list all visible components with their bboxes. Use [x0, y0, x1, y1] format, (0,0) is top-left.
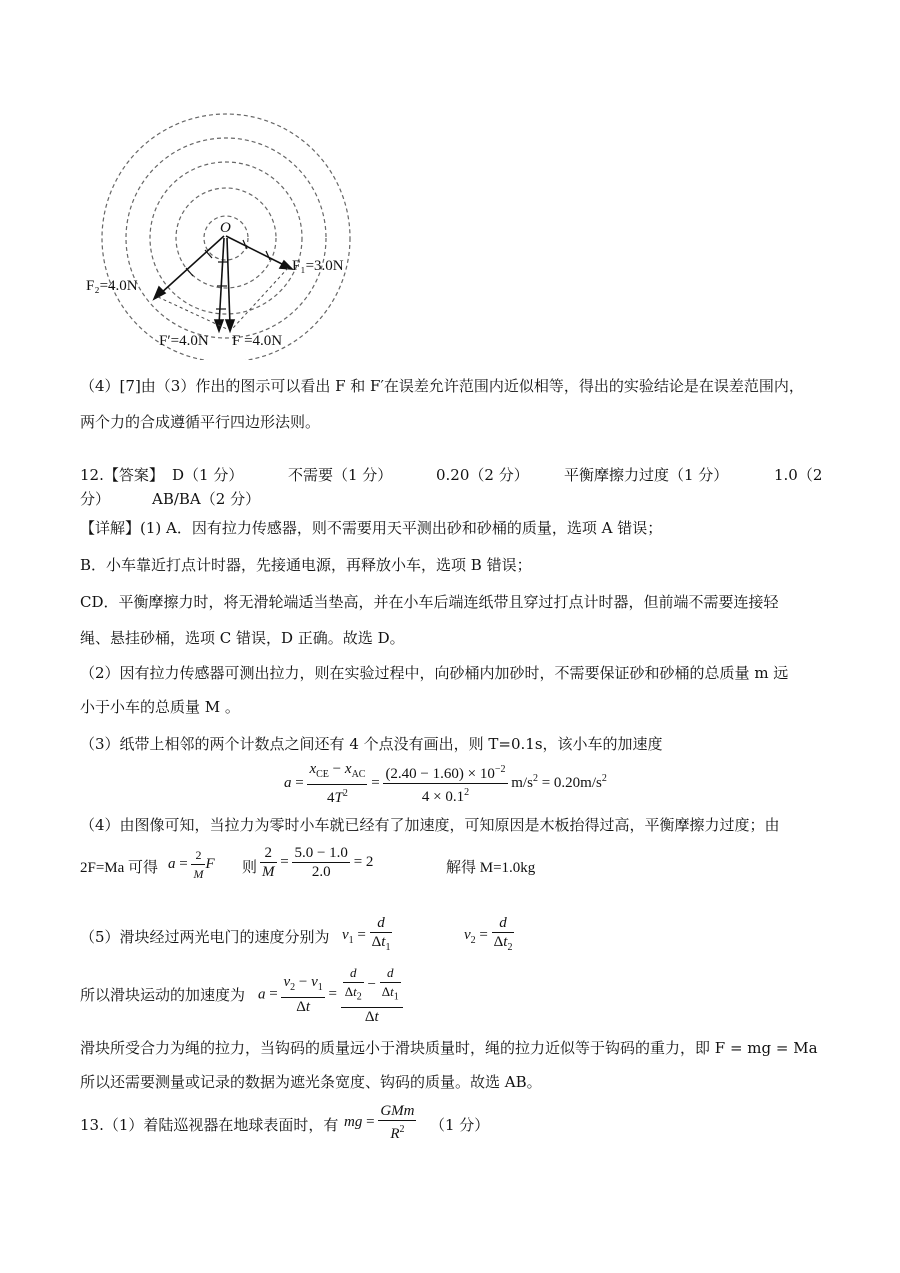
answer-5-cont: 分） [80, 490, 111, 508]
detail-10: （5）滑块经过两光电门的速度分别为 $v_1$ = $\frac{d}{\Delta t_1}$ $v_2$ = $\frac{d}{\Delta t_2}$ [80, 915, 513, 953]
f2-label: F₂=4.0N [86, 278, 138, 294]
answer-6: AB/BA（2 分） [152, 490, 261, 508]
para-4b: 两个力的合成遵循平行四边形法则。 [80, 413, 321, 431]
f-label: F =4.0N [232, 333, 283, 349]
detail-9-text-a: 2F=Ma 可得 [80, 860, 159, 876]
detail-7: （3）纸带上相邻的两个计数点之间还有 4 个点没有画出，则 T=0.1s，该小车的加速度 [80, 735, 663, 753]
detail-6: 小于小车的总质量 M 。 [80, 698, 240, 716]
answer-5: 1.0（2 [774, 466, 823, 484]
answer-2: 不需要（1 分） [288, 466, 393, 484]
answer-4: 平衡摩擦力过度（1 分） [564, 466, 729, 484]
detail-13: 所以还需要测量或记录的数据为遮光条宽度、钩码的质量。故选 AB。 [80, 1073, 542, 1091]
origin-label: O [220, 220, 231, 236]
para-4a: （4）[7]由（3）作出的图示可以看出 F 和 F′在误差允许范围内近似相等，得出的实验结论是在误差范围内， [80, 377, 804, 395]
answer-3: 0.20（2 分） [436, 466, 529, 484]
detail-1: 【详解】(1) A．因有拉力传感器，则不需要用天平测出砂和砂桶的质量，选项 A 错误； [80, 519, 663, 537]
fprime-label: F′=4.0N [159, 333, 209, 349]
answer-number: 12.【答案】 [80, 466, 164, 484]
detail-5: （2）因有拉力传感器可测出拉力，则在实验过程中，向砂桶内加砂时，不需要保证砂和砂桶的总质量 m 远 [80, 664, 789, 682]
detail-10-text: （5）滑块经过两光电门的速度分别为 [80, 928, 330, 946]
detail-9-text-b: 则 [242, 860, 258, 876]
detail-3: CD．平衡摩擦力时，将无滑轮端适当垫高，并在小车后端连纸带且穿过打点计时器，但前端不需要连接轻 [80, 593, 779, 611]
detail-11-text: 所以滑块运动的加速度为 [80, 986, 246, 1004]
detail-8: （4）由图像可知，当拉力为零时小车就已经有了加速度，可知原因是木板抬得过高，平衡摩擦力过度；由 [80, 816, 780, 834]
detail-9-text-c: 解得 M=1.0kg [446, 860, 536, 876]
detail-9: 2F=Ma 可得 a = $\frac{2}{M}$ F 则 $\frac{2}{M}$ = $\frac{5.0 - 1.0}{2.0}$ = 2 解得 M=1.0kg [80, 845, 536, 881]
f1-label: F₁=3.0N [292, 258, 344, 274]
detail-11: 所以滑块运动的加速度为 a = $\frac{v_2 - v_1}{\Delta t}$ = $\frac{d}{\Delta t_2}$ − $\frac{d}{\Delta t_1}$ Δt [80, 962, 500, 1032]
detail-4: 绳、悬挂砂桶，选项 C 错误，D 正确。故选 D。 [80, 629, 405, 647]
force-diagram [0, 0, 900, 360]
answer-row [80, 465, 840, 509]
equation-acceleration: a = $\frac{x_{CE} - x_{AC}}{4T^2}$ = $\frac{(2.40 - 1.60) \times 10^{-2}}{4 \times 0.1^2}$ $m/s^2 = 0.20m/s^2$ [284, 761, 607, 806]
question-13: 13.（1）着陆巡视器在地球表面时，有 mg = $\frac{\text{GMm}}{R^2}$ （1 分） [80, 1103, 490, 1142]
detail-12: 滑块所受合力为绳的拉力，当钩码的质量远小于滑块质量时，绳的拉力近似等于钩码的重力，即 F = mg = Ma [80, 1039, 818, 1057]
question-13-text: 13.（1）着陆巡视器在地球表面时，有 [80, 1116, 339, 1134]
detail-2: B．小车靠近打点计时器，先接通电源，再释放小车，选项 B 错误； [80, 556, 532, 574]
answer-1: D（1 分） [172, 466, 244, 484]
question-13-points: （1 分） [430, 1116, 490, 1134]
